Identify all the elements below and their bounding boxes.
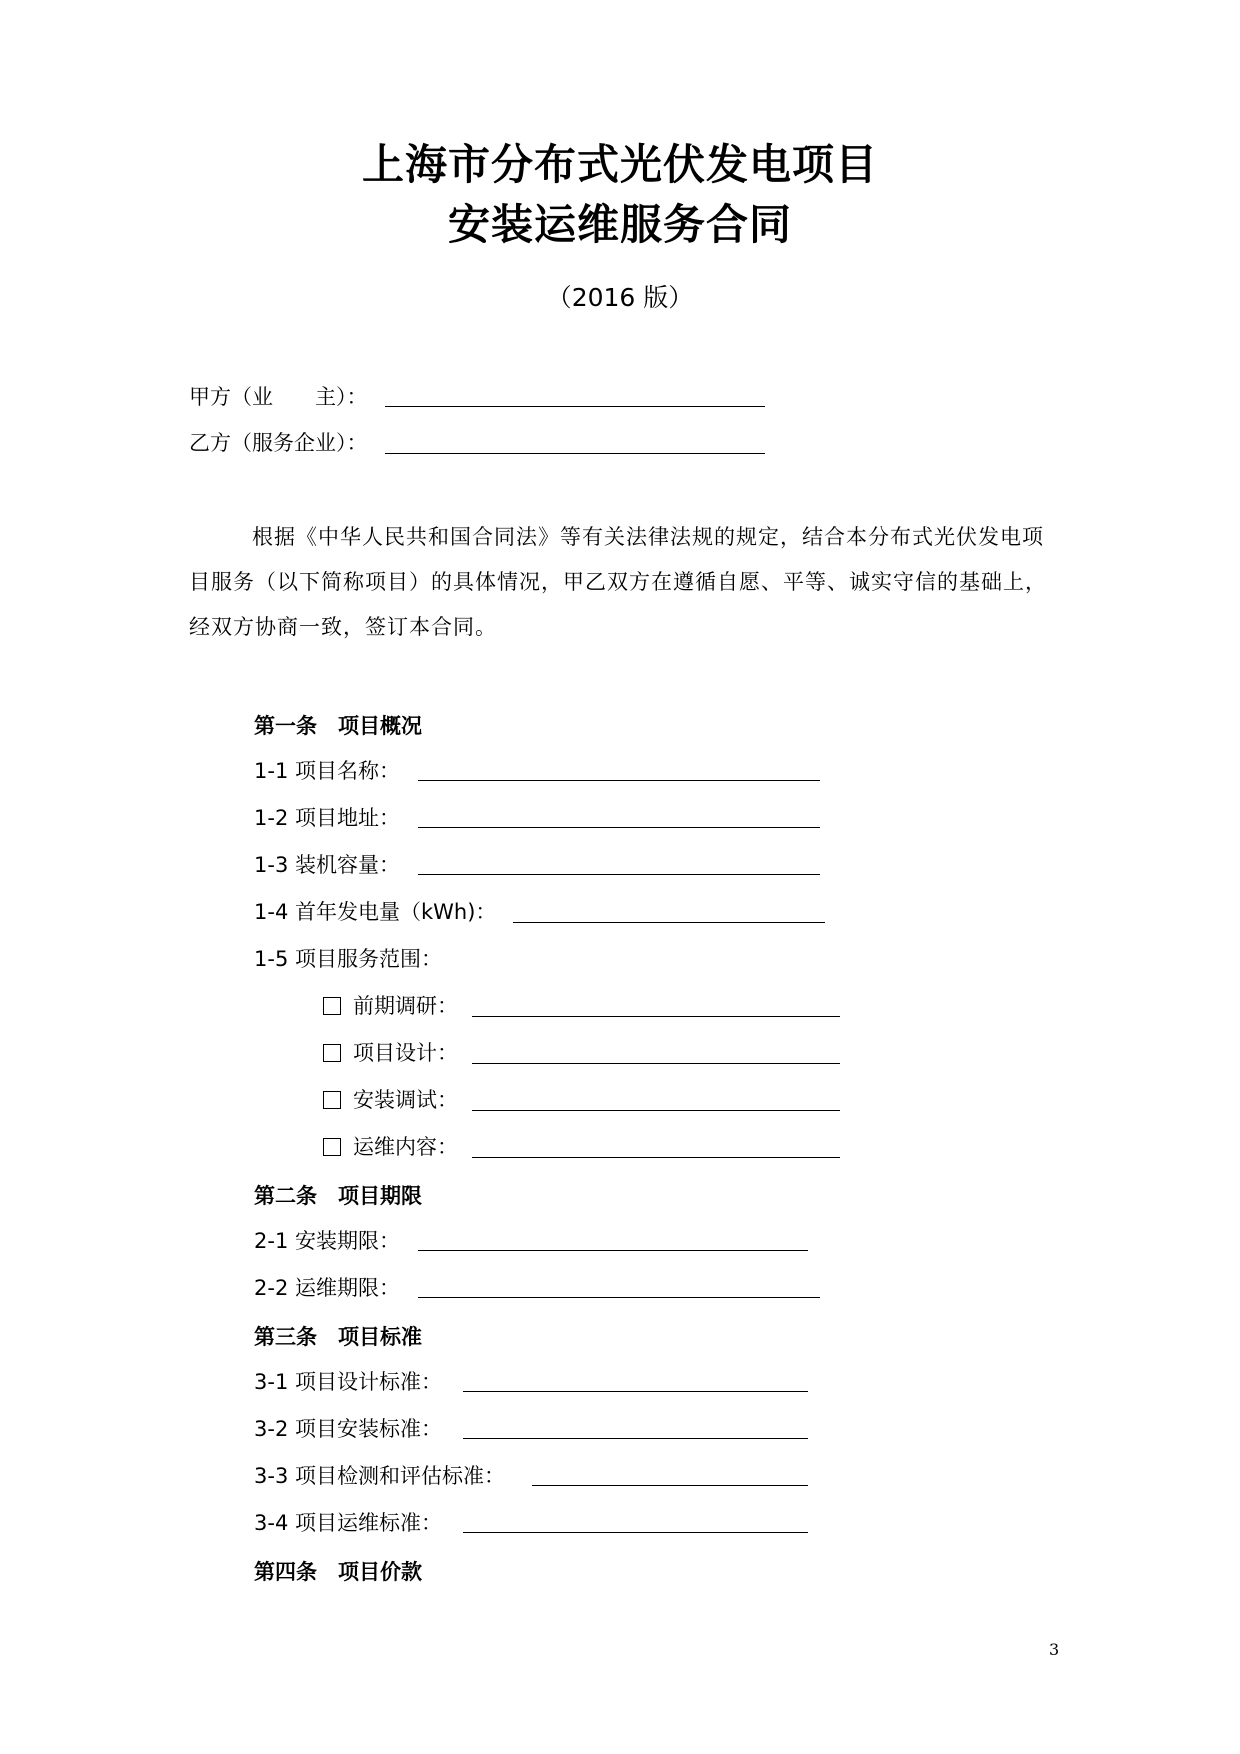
installation-period-field[interactable] (418, 1250, 808, 1251)
design-label: 项目设计： (353, 1041, 458, 1065)
party-a-field[interactable] (385, 406, 765, 407)
maintenance-field[interactable] (472, 1157, 840, 1158)
installation-label: 安装调试： (353, 1088, 458, 1112)
installation-period-label: 2-1 安装期限： (254, 1229, 400, 1253)
scope-item-research (323, 992, 458, 1020)
maintenance-label: 运维内容： (353, 1135, 458, 1159)
project-name-label: 1-1 项目名称： (254, 759, 400, 783)
maintenance-standard-field[interactable] (463, 1532, 808, 1533)
installation-standard-field[interactable] (463, 1438, 808, 1439)
party-b-label: 乙方（服务企业）： (189, 431, 368, 455)
maintenance-period-label: 2-2 运维期限： (254, 1276, 400, 1300)
first-year-generation-field[interactable] (513, 922, 825, 923)
design-standard-field[interactable] (463, 1391, 808, 1392)
article-3-heading: 第三条 项目标准 (254, 1325, 422, 1349)
contract-title-line2: 安装运维服务合同 (447, 200, 792, 249)
project-address-field[interactable] (418, 827, 820, 828)
scope-item-maintenance (323, 1133, 458, 1161)
intro-paragraph: 根据《中华人民共和国合同法》等有关法律法规的规定，结合本分布式光伏发电项目服务（以下简称项目）的具体情况，甲乙双方在遵循自愿、平等、诚实守信的基础上，经双方协商一致，签订本合同。 (189, 525, 1047, 639)
design-checkbox[interactable] (323, 1044, 341, 1062)
project-name-field[interactable] (418, 780, 820, 781)
project-address-label: 1-2 项目地址： (254, 806, 400, 830)
research-field[interactable] (472, 1016, 840, 1017)
scope-item-installation (323, 1086, 458, 1114)
scope-item-design (323, 1039, 458, 1067)
article-4-heading: 第四条 项目价款 (254, 1560, 422, 1584)
installation-checkbox[interactable] (323, 1091, 341, 1109)
article-2-heading: 第二条 项目期限 (254, 1184, 422, 1208)
maintenance-standard-label: 3-4 项目运维标准： (254, 1511, 442, 1535)
party-a-label: 甲方（业 主）： (189, 385, 368, 409)
party-b-field[interactable] (385, 453, 765, 454)
design-field[interactable] (472, 1063, 840, 1064)
research-label: 前期调研： (353, 994, 458, 1018)
maintenance-checkbox[interactable] (323, 1138, 341, 1156)
installed-capacity-field[interactable] (418, 874, 820, 875)
service-scope-label: 1-5 项目服务范围： (254, 947, 442, 971)
maintenance-period-field[interactable] (418, 1297, 820, 1298)
first-year-generation-label: 1-4 首年发电量（kWh)： (254, 900, 497, 924)
installation-standard-label: 3-2 项目安装标准： (254, 1417, 442, 1441)
page-number: 3 (1049, 1640, 1060, 1659)
installation-field[interactable] (472, 1110, 840, 1111)
article-1-heading: 第一条 项目概况 (254, 714, 422, 738)
contract-title-line1: 上海市分布式光伏发电项目 (361, 140, 878, 189)
edition-label: （2016 版） (546, 283, 694, 312)
inspection-standard-field[interactable] (532, 1485, 808, 1486)
installed-capacity-label: 1-3 装机容量： (254, 853, 400, 877)
research-checkbox[interactable] (323, 997, 341, 1015)
design-standard-label: 3-1 项目设计标准： (254, 1370, 442, 1394)
inspection-standard-label: 3-3 项目检测和评估标准： (254, 1464, 505, 1488)
